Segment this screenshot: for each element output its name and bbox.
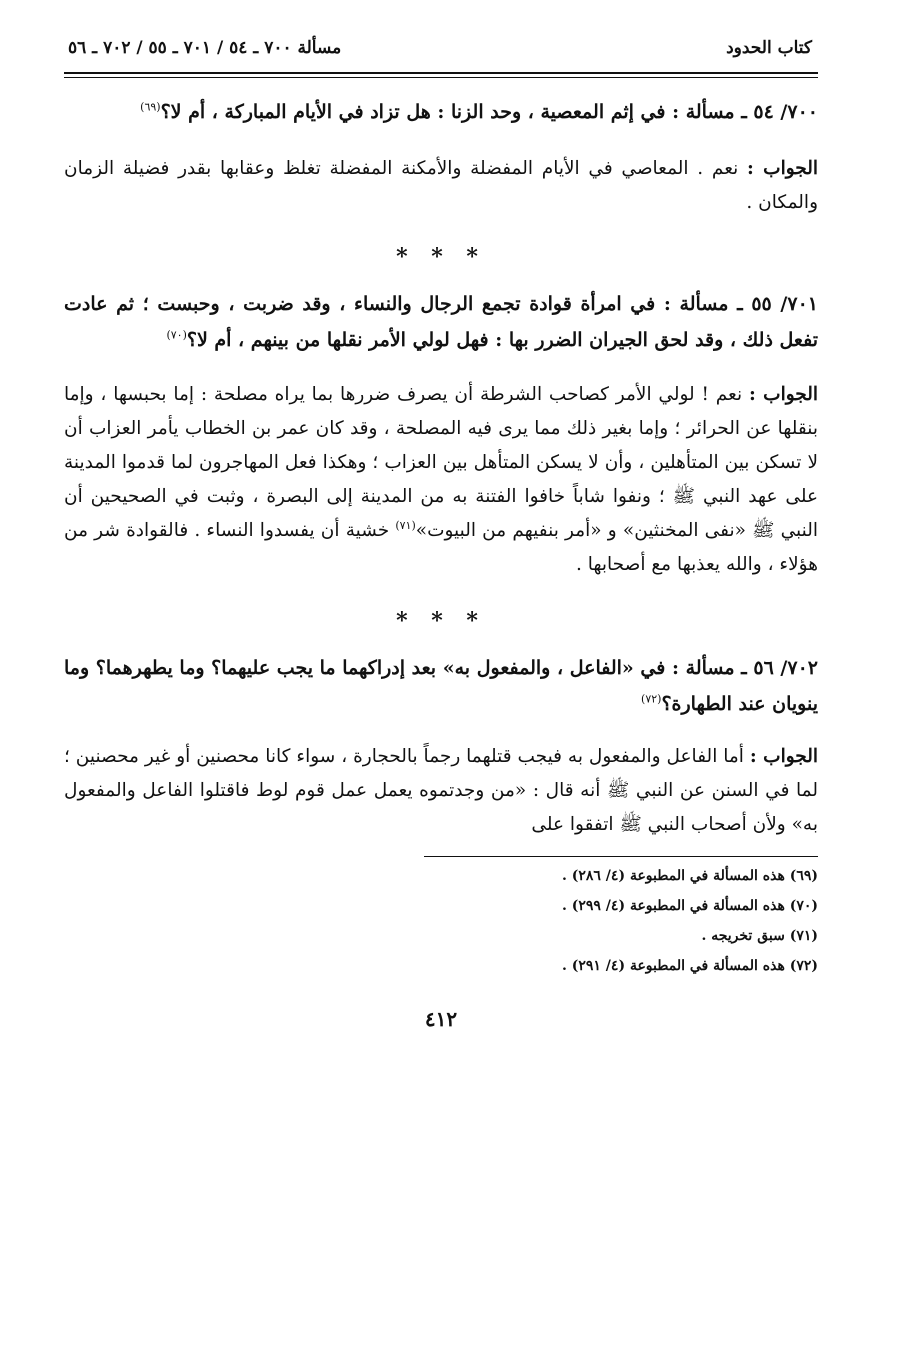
answer-55-lead: الجواب : [748,384,818,405]
answer-56-text: أما الفاعل والمفعول به فيجب قتلهما رجماً بالحجارة ، سواء كانا محصنين أو غير محصنين ؛ لما في السنن عن النبي ﷺ أنه قال : «من وجدتموه يعمل عمل قوم لوط فاقتلوا الفاعل والمفعول به» ولأن أصحاب النبي ﷺ اتفقوا على [64,746,818,835]
section-separator-2: * * * [396,608,486,634]
header-rule-thick [64,72,818,74]
page-number: ٤١٢ [424,1007,458,1031]
footnotes [64,861,818,981]
question-56 [64,650,818,722]
footnote-ref-71: (٧١) [395,518,416,532]
section-separator: * * * [396,244,486,270]
answer-55-text-1: نعم ! لولي الأمر كصاحب الشرطة أن يصرف ضررها بما يراه مصلحة : إما بحبسها ، وإما بنقلها عن الحرائر ؛ وإما بغير ذلك مما يرى فيه المصلحة ، وقد كان عمر بن الخطاب يأمر العزاب أن لا تسكن بين المتأهلين ، وأن لا يسكن المتأهل بين العزاب ؛ وهكذا فعل المهاجرون لما قدموا المدينة على عهد النبي ﷺ ؛ ونفوا شاباً خافوا الفتنة به من المدينة إلى البصرة ، وثبت في الصحيحين أن النبي ﷺ «نفى المخنثين» و «أمر بنفيهم من البيوت» [64,384,818,541]
footnote-70: (٧٠) هذه المسألة في المطبوعة (٤/ ٢٩٩) . [561,898,818,914]
footnote-ref-72: (٧٢) [641,692,662,706]
question-54 [64,94,818,130]
answer-56 [64,740,818,842]
answer-55-text-2: خشية أن يفسدوا النساء . فالقوادة شر من هؤلاء ، والله يعذبها مع أصحابها . [64,520,818,575]
answer-54-lead: الجواب : [747,158,818,179]
question-55 [64,286,818,358]
question-56-text: ٧٠٢/ ٥٦ ـ مسألة : في «الفاعل ، والمفعول به» بعد إدراكهما ما يجب عليهما؟ وما يطهرهما؟ وما ينويان عند الطهارة؟ [64,657,818,715]
running-header-range: مسألة ٧٠٠ ـ ٥٤ / ٧٠١ ـ ٥٥ / ٧٠٢ ـ ٥٦ [68,38,342,58]
footnote-71: (٧١) سبق تخريجه . [701,928,818,944]
answer-56-lead: الجواب : [749,746,818,767]
footnote-72: (٧٢) هذه المسألة في المطبوعة (٤/ ٢٩١) . [561,958,818,974]
footnote-rule [424,856,818,857]
footnote-ref-69: (٦٩) [140,100,161,114]
answer-54-text: نعم . المعاصي في الأيام المفضلة والأمكنة المفضلة تغلظ وعقابها بقدر فضيلة الزمان والمكان . [64,158,818,213]
question-55-text: ٧٠١/ ٥٥ ـ مسألة : في امرأة قوادة تجمع الرجال والنساء ، وقد ضربت ، وحبست ؛ ثم عادت تفعل ذلك ، وقد لحق الجيران الضرر بها : فهل لولي الأمر نقلها من بينهم ، أم لا؟ [64,293,818,351]
answer-55 [64,378,818,582]
running-header [64,38,818,66]
header-rule-thin [64,77,818,78]
running-header-book-title: كتاب الحدود [726,38,812,58]
page [64,38,818,1031]
answer-54 [64,152,818,220]
question-54-text: ٧٠٠/ ٥٤ ـ مسألة : في إثم المعصية ، وحد الزنا : هل تزاد في الأيام المباركة ، أم لا؟ [160,101,818,123]
footnote-ref-70: (٧٠) [166,328,187,342]
footnote-69: (٦٩) هذه المسألة في المطبوعة (٤/ ٢٨٦) . [561,868,818,884]
